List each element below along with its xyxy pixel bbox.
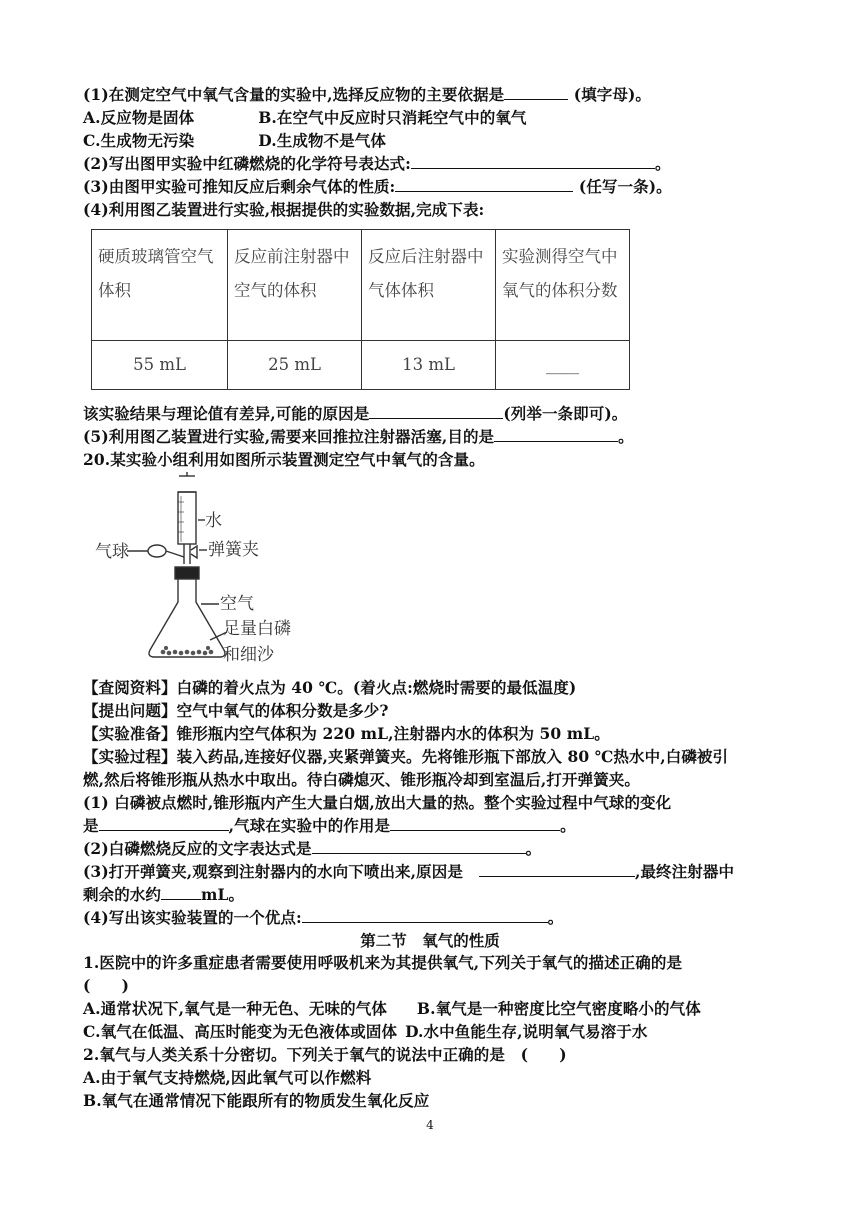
question-4-reason-line: 该实验结果与理论值有差异,可能的原因是 (列举一条即可)。 [83, 404, 628, 423]
answer-blank [99, 815, 229, 831]
answer-blank [161, 884, 201, 900]
mc-question-2: 2.氧气与人类关系十分密切。下列关于氧气的说法中正确的是 ( ) [83, 1045, 567, 1064]
sub-question-1-blanks: 是 ,气球在实验中的作用是 。 [83, 816, 576, 835]
answer-blank [390, 815, 560, 831]
mc-option: B.氧气在通常情况下能跟所有的物质发生氧化反应 [83, 1091, 430, 1110]
figure-label-balloon: 气球 [95, 542, 129, 562]
table-cell: 25 mL [228, 341, 362, 390]
process-line: 燃,然后将锥形瓶从热水中取出。待白磷熄灭、锥形瓶冷却到室温后,打开弹簧夹。 [83, 770, 640, 789]
figure-label-air: 空气 [220, 594, 254, 614]
answer-blank [504, 84, 568, 100]
section-heading: 第二节 氧气的性质 [360, 931, 500, 950]
option-line: A.反应物是固体 B.在空气中反应时只消耗空气中的氧气 [83, 108, 527, 127]
answer-blank [479, 861, 635, 877]
answer-blank [302, 907, 548, 923]
answer-blank [312, 838, 526, 854]
table-header-cell: 反应后注射器中气体体积 [362, 230, 496, 341]
figure-label-phosphorus: 足量白磷 [223, 619, 291, 639]
mc-question-1: 1.医院中的许多重症患者需要使用呼吸机来为其提供氧气,下列关于氧气的描述正确的是 [83, 953, 683, 972]
table-header-cell: 硬质玻璃管空气体积 [92, 230, 228, 341]
answer-blank [395, 176, 573, 192]
mc-options: A.通常状况下,氧气是一种无色、无味的气体 B.氧气是一种密度比空气密度略小的气体 [83, 999, 701, 1018]
table-cell: 13 mL [362, 341, 496, 390]
sub-question-3-cont: 剩余的水约 mL。 [83, 885, 245, 904]
answer-blank [494, 426, 618, 442]
sub-question-4-line: (4)写出该实验装置的一个优点: 。 [83, 908, 564, 927]
data-table [91, 229, 630, 390]
mc-question-1-paren: ( ) [83, 976, 130, 995]
page-number: 4 [426, 1118, 434, 1132]
answer-blank [369, 403, 503, 419]
option-line: C.生成物无污染 D.生成物不是气体 [83, 131, 386, 150]
info-line: 【查阅资料】白磷的着火点为 40 ℃。(着火点:燃烧时需要的最低温度) [83, 678, 577, 697]
table-cell: ____ [496, 341, 630, 390]
figure-label-sand: 和细沙 [223, 645, 274, 665]
question-4-line: (4)利用图乙装置进行实验,根据提供的实验数据,完成下表: [83, 200, 485, 219]
mc-options: C.氧气在低温、高压时能变为无色液体或固体 D.水中鱼能生存,说明氧气易溶于水 [83, 1022, 648, 1041]
question-2-line: (2)写出图甲实验中红磷燃烧的化学符号表达式: 。 [83, 154, 671, 173]
sub-question-3-line: (3)打开弹簧夹,观察到注射器内的水向下喷出来,原因是 ,最终注射器中 [83, 862, 735, 881]
question-5-line: (5)利用图乙装置进行实验,需要来回推拉注射器活塞,目的是 。 [83, 427, 634, 446]
apparatus-figure [95, 472, 325, 677]
question-1-line: (1)在测定空气中氧气含量的实验中,选择反应物的主要依据是 (填字母)。 [83, 85, 652, 104]
question-20-title: 20.某实验小组利用如图所示装置测定空气中氧气的含量。 [83, 450, 485, 469]
question-3-line: (3)由图甲实验可推知反应后剩余气体的性质: (任写一条)。 [83, 177, 672, 196]
question-line: 【提出问题】空气中氧气的体积分数是多少? [83, 701, 389, 720]
process-line: 【实验过程】装入药品,连接好仪器,夹紧弹簧夹。先将锥形瓶下部放入 80 ℃热水中,白磷被引 [83, 747, 729, 766]
sub-question-2-line: (2)白磷燃烧反应的文字表达式是 。 [83, 839, 542, 858]
figure-label-water: 水 [205, 511, 222, 531]
sub-question-1-line: (1) 白磷被点燃时,锥形瓶内产生大量白烟,放出大量的热。整个实验过程中气球的变化 [83, 793, 672, 812]
mc-option: A.由于氧气支持燃烧,因此氧气可以作燃料 [83, 1068, 372, 1087]
answer-blank [411, 153, 655, 169]
prep-line: 【实验准备】锥形瓶内空气体积为 220 mL,注射器内水的体积为 50 mL。 [83, 724, 610, 743]
table-header-cell: 反应前注射器中空气的体积 [228, 230, 362, 341]
table-cell: 55 mL [92, 341, 228, 390]
table-header-cell: 实验测得空气中氧气的体积分数 [496, 230, 630, 341]
figure-label-clamp: 弹簧夹 [208, 540, 259, 560]
